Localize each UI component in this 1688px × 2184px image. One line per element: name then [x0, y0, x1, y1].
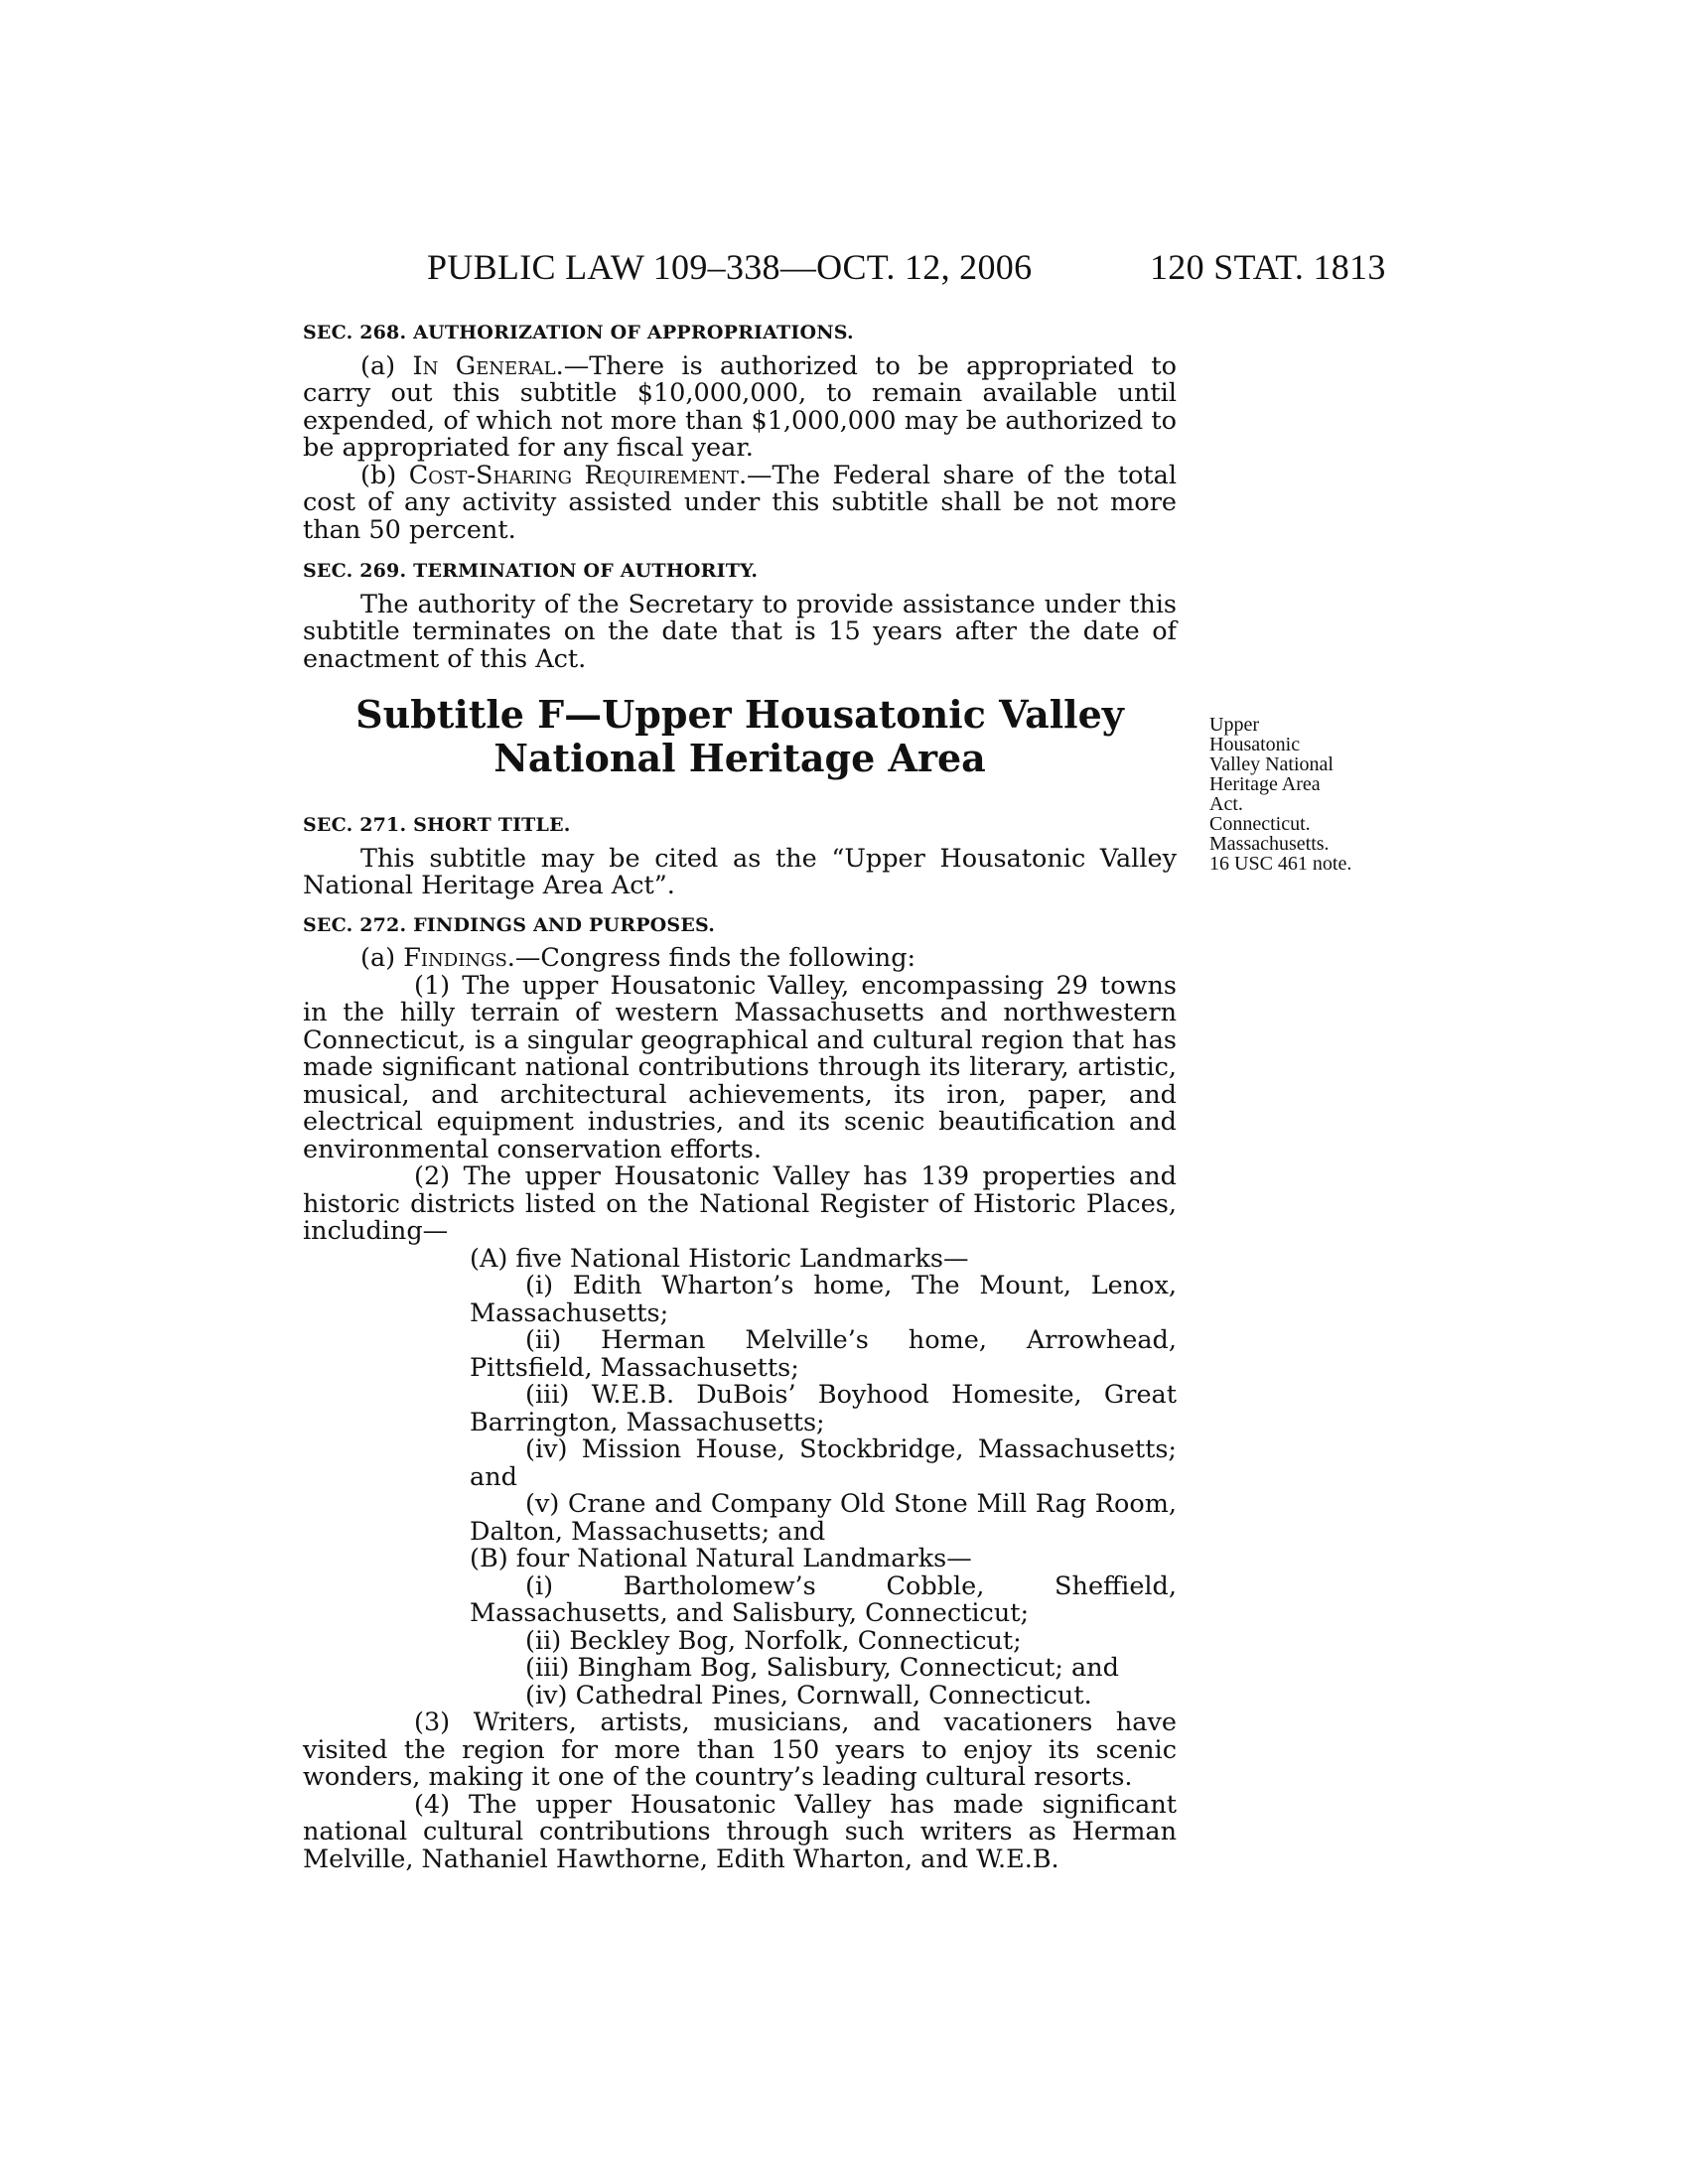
sec-268-heading: SEC. 268. AUTHORIZATION OF APPROPRIATIONS.	[303, 322, 854, 343]
margin-note	[1209, 715, 1388, 874]
margin-note-line: Heritage Area	[1209, 773, 1321, 795]
sec-269-heading: SEC. 269. TERMINATION OF AUTHORITY.	[303, 560, 759, 582]
sec-271-text: This subtitle may be cited as the “Upper Housatonic Valley National Heritage Area Act”.	[303, 843, 1177, 900]
running-header-stat: 120 STAT. 1813	[1150, 247, 1386, 287]
section-271-272-block	[303, 812, 1177, 1873]
subtitle-line-1: Subtitle F—Upper Housatonic Valley	[355, 692, 1124, 737]
sec-268-b-caption: Cost-Sharing Requirement	[408, 460, 739, 490]
landmark-item: (ii) Herman Melville’s home, Arrowhead, Pittsfield, Massachusetts;	[470, 1325, 1177, 1383]
sec-271-heading: SEC. 271. SHORT TITLE.	[303, 814, 571, 836]
natural-landmark-item: (iii) Bingham Bog, Salisbury, Connecticut; and	[525, 1653, 1119, 1683]
landmark-item: (v) Crane and Company Old Stone Mill Rag Room, Dalton, Massachusetts; and	[470, 1489, 1177, 1547]
margin-note-line: 16 USC 461 note.	[1209, 853, 1352, 875]
section-268-269-block	[303, 320, 1177, 673]
natural-landmark-item: (i) Bartholomew’s Cobble, Sheffield, Massachusetts, and Salisbury, Connecticut;	[470, 1570, 1177, 1628]
natural-landmark-item: (iv) Cathedral Pines, Cornwall, Connecticut.	[525, 1680, 1092, 1710]
finding-4: (4) The upper Housatonic Valley has made significant national cultural contributions through such writers as Herman Melville, Nathaniel Hawthorne, Edith Wharton, and W.E.B.	[303, 1789, 1177, 1874]
landmark-item: (i) Edith Wharton’s home, The Mount, Lenox, Massachusetts;	[470, 1271, 1177, 1328]
sec-272-heading: SEC. 272. FINDINGS AND PURPOSES.	[303, 913, 716, 936]
sec-268-a: (a) In General.—There is authorized to be appropriated to carry out this subtitle $10,000,000, to remain available until expended, of which not more than $1,000,000 may be authorized to be appropriated for any fiscal year.	[303, 350, 1177, 463]
sec-268-a-caption: In General	[412, 350, 556, 381]
margin-note-line: Valley National	[1209, 753, 1334, 775]
sec-268-b: (b) Cost-Sharing Requirement.—The Federal share of the total cost of any activity assisted under this subtitle shall be not more than 50 percent.	[303, 460, 1177, 545]
natural-landmark-item: (ii) Beckley Bog, Norfolk, Connecticut;	[525, 1625, 1022, 1656]
margin-note-line: Upper	[1209, 714, 1259, 736]
margin-note-line: Connecticut.	[1209, 813, 1311, 835]
sec-269-text: The authority of the Secretary to provide assistance under this subtitle terminates on the date that is 15 years after the date of enactment of this Act.	[303, 589, 1177, 674]
landmark-item: (iv) Mission House, Stockbridge, Massachusetts; and	[470, 1434, 1177, 1492]
finding-2-A: (A) five National Historic Landmarks—	[470, 1243, 969, 1274]
sec-272-a-caption: Findings	[403, 943, 507, 973]
finding-2: (2) The upper Housatonic Valley has 139 properties and historic districts listed on the National Register of Historic Places, including—	[303, 1161, 1177, 1246]
finding-2-B: (B) four National Natural Landmarks—	[470, 1544, 972, 1573]
sec-272-a: (a) Findings.—Congress finds the following:	[360, 943, 916, 973]
margin-note-line: Massachusetts.	[1209, 833, 1330, 855]
landmark-item: (iii) W.E.B. DuBois’ Boyhood Homesite, Great Barrington, Massachusetts;	[470, 1380, 1177, 1437]
subtitle-heading	[303, 693, 1177, 780]
running-header-law: PUBLIC LAW 109–338—OCT. 12, 2006	[427, 247, 1033, 287]
finding-3: (3) Writers, artists, musicians, and vacationers have visited the region for more than 150 years to enjoy its scenic wonders, making it one of the country’s leading cultural resorts.	[303, 1707, 1177, 1792]
finding-1: (1) The upper Housatonic Valley, encompassing 29 towns in the hilly terrain of western Massachusetts and northwestern Connecticut, is a singular geographical and cultural region that has made significant national contributions through its literary, artistic, musical, and architectural achievements, its iron, paper, and electrical equipment industries, and its scenic beautification and environmental conservation efforts.	[303, 970, 1177, 1164]
subtitle-line-2: National Heritage Area	[493, 736, 986, 780]
margin-note-line: Housatonic	[1209, 734, 1301, 755]
margin-note-line: Act.	[1209, 793, 1243, 815]
